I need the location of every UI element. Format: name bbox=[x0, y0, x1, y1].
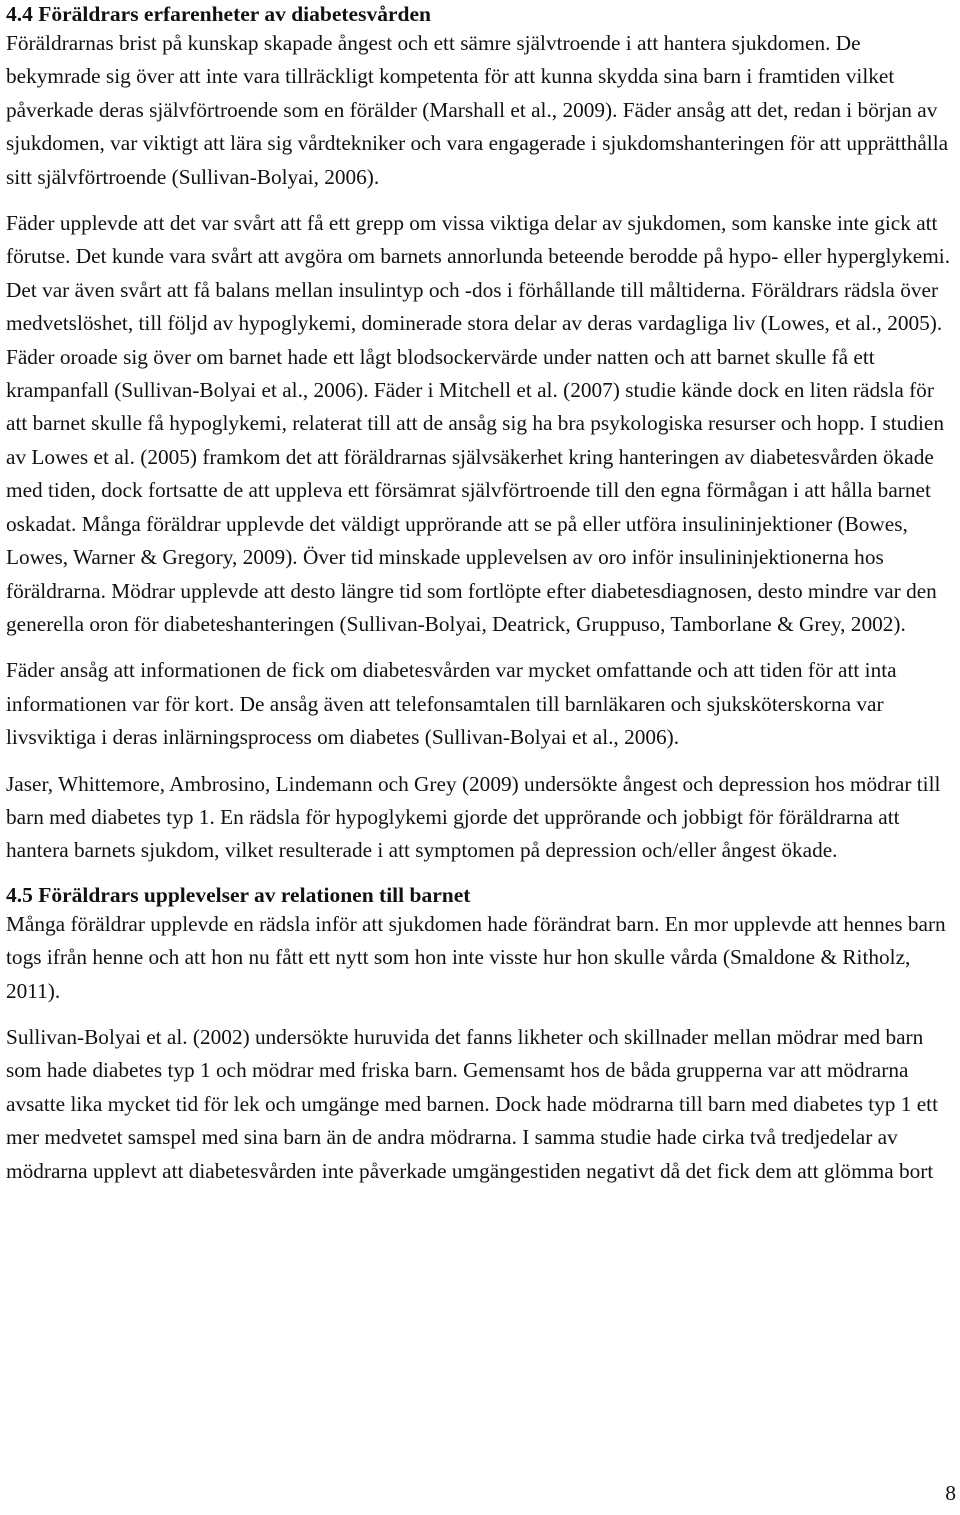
document-page bbox=[6, 0, 954, 1188]
paragraph: Många föräldrar upplevde en rädsla inför att sjukdomen hade förändrat barn. En mor upplevde att hennes barn togs ifrån henne och att hon nu fått ett nytt som hon inte visste hur hon skulle vårda (Smaldone & Ritholz, 2011). bbox=[6, 911, 946, 1003]
paragraph: Sullivan-Bolyai et al. (2002) undersökte huruvida det fanns likheter och skillnader mellan mödrar med barn som hade diabetes typ 1 och mödrar med friska barn. Gemensamt hos de båda grupperna var att mödrarna avsatte lika mycket tid för lek och umgänge med barnen. Dock hade mödrarna till barn med diabetes typ 1 ett mer medvetet samspel med sina barn än de andra mödrarna. I samma studie hade cirka två tredjedelar av mödrarna upplevt att diabetesvården inte påverkade umgängestiden negativt då det fick dem att glömma bort bbox=[6, 1024, 939, 1183]
page-number: 8 bbox=[945, 1481, 956, 1505]
paragraph: Fäder upplevde att det var svårt att få ett grepp om vissa viktiga delar av sjukdomen, som kanske inte gick att förutse. Det kunde vara svårt att avgöra om barnets annorlunda beteende berodde på hypo- eller hyperglykemi. Det var även svårt att få balans mellan insulintyp och -dos i förhållande till måltiderna. Föräldrars rädsla över medvetslöshet, till följd av hypoglykemi, dominerade stora delar av deras vardagliga liv (Lowes, et al., 2005). Fäder oroade sig över om barnet hade ett lågt blodsockervärde under natten och att barnet skulle få ett krampanfall (Sullivan-Bolyai et al., 2006). Fäder i Mitchell et al. (2007) studie kände dock en liten rädsla för att barnet skulle få hypoglykemi, relaterat till att de ansåg sig ha bra psykologiska resurser och hopp. I studien av Lowes et al. (2005) framkom det att föräldrarnas självsäkerhet kring hanteringen av diabetesvården ökade med tiden, dock fortsatte de att uppleva ett försämrat självförtroende till den egna förmågan i att hålla barnet oskadat. Många föräldrar upplevde det väldigt upprörande att se på eller utföra insulininjektioner (Bowes, Lowes, Warner & Gregory, 2009). Över tid minskade upplevelsen av oro inför insulininjektionerna hos föräldrarna. Mödrar upplevde att desto längre tid som fortlöpte efter diabetesdiagnosen, desto mindre var den generella oron för diabeteshanteringen (Sullivan-Bolyai, Deatrick, Gruppuso, Tamborlane & Grey, 2002). bbox=[6, 211, 951, 636]
section-heading-4-4: 4.4 Föräldrars erfarenheter av diabetesvården bbox=[6, 2, 431, 26]
section-heading-4-5: 4.5 Föräldrars upplevelser av relationen till barnet bbox=[6, 882, 471, 907]
paragraph: Fäder ansåg att informationen de fick om diabetesvården var mycket omfattande och att tiden för att inta informationen var för kort. De ansåg även att telefonsamtalen till barnläkaren och sjuksköterskorna var livsviktiga i deras inlärningsprocess om diabetes (Sullivan-Bolyai et al., 2006). bbox=[6, 658, 897, 750]
paragraph: Jaser, Whittemore, Ambrosino, Lindemann och Grey (2009) undersökte ångest och depression hos mödrar till barn med diabetes typ 1. En rädsla för hypoglykemi gjorde det upprörande och jobbigt för föräldrarna att hantera barnets sjukdom, vilket resulterade i att symptomen på depression och/eller ångest ökade. bbox=[6, 771, 941, 863]
paragraph: Föräldrarnas brist på kunskap skapade ångest och ett sämre självtroende i att hantera sjukdomen. De bekymrade sig över att inte vara tillräckligt kompetenta för att kunna skydda sina barn i framtiden vilket påverkade deras självförtroende som en förälder (Marshall et al., 2009). Fäder ansåg att det, redan i början av sjukdomen, var viktigt att lära sig vårdtekniker och vara engagerade i sjukdomshanteringen för att upprätthålla sitt självförtroende (Sullivan-Bolyai, 2006). bbox=[6, 31, 949, 189]
